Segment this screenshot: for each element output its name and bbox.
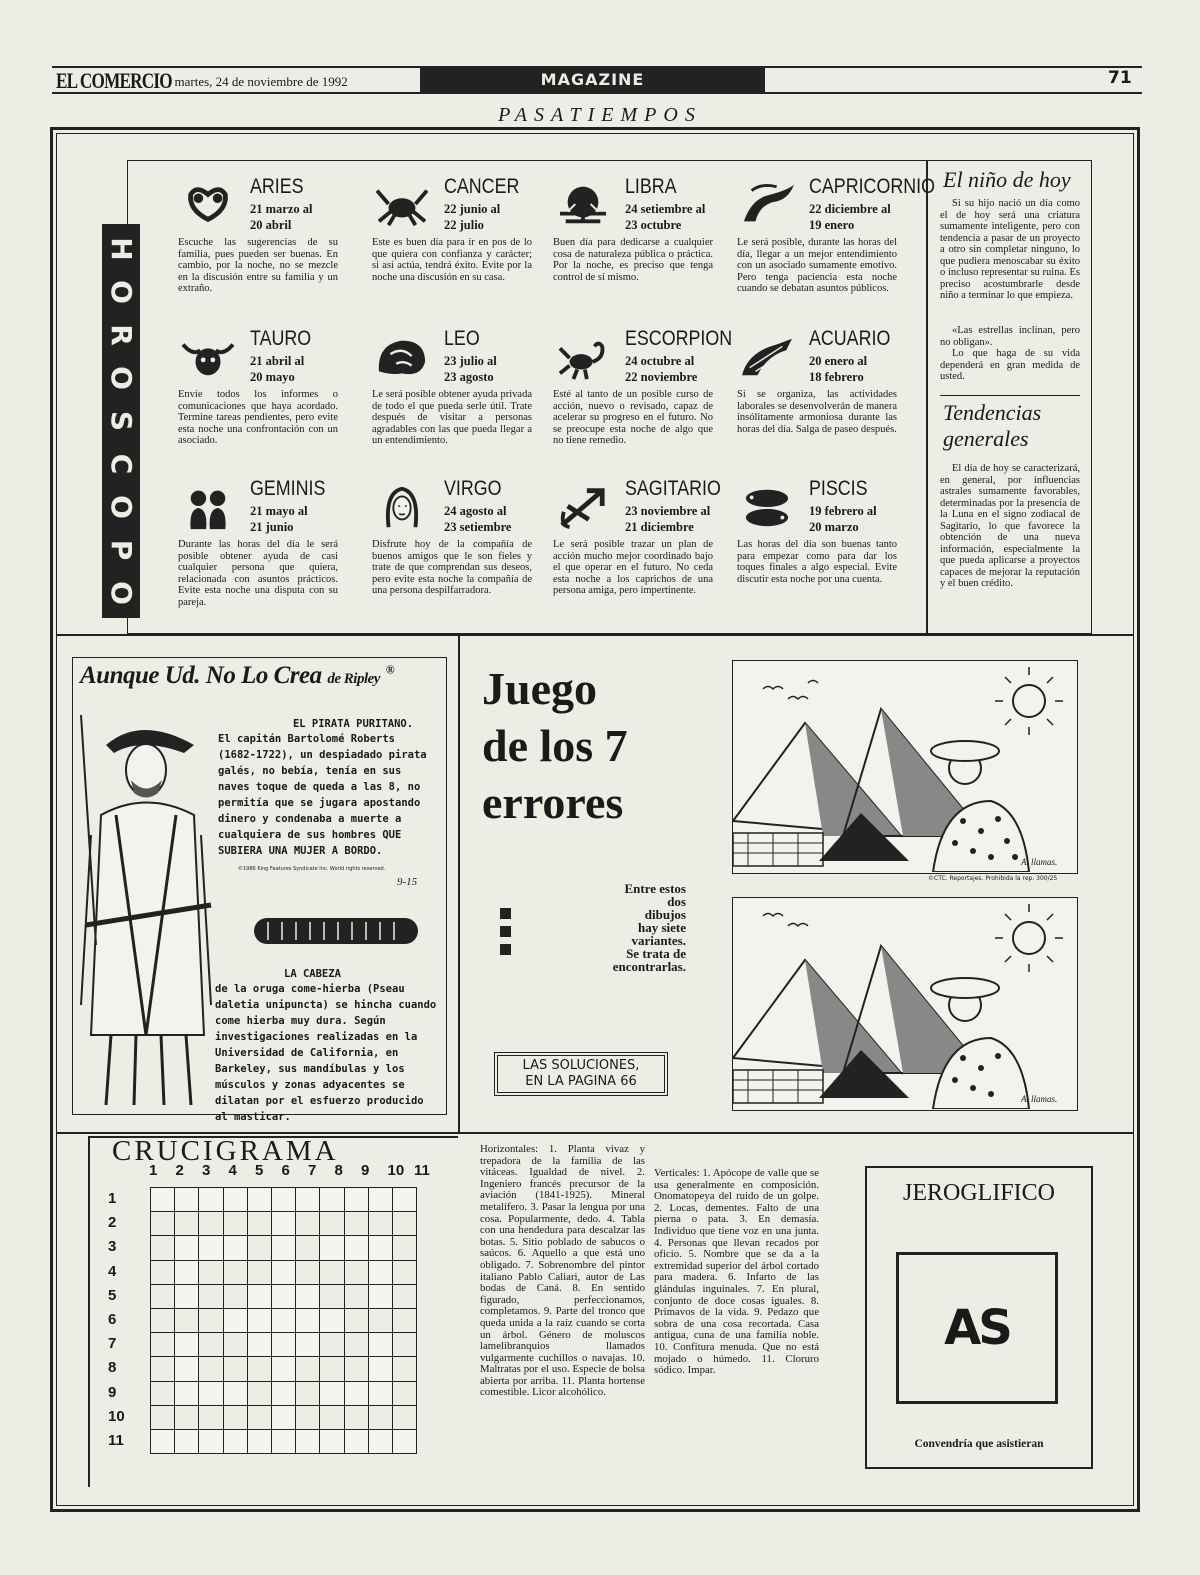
sign-name: VIRGO bbox=[444, 477, 502, 500]
sign-dates: 21 mayo al 21 junio bbox=[250, 504, 308, 534]
sagittarius-icon bbox=[553, 483, 613, 531]
sign-name: TAURO bbox=[250, 327, 312, 350]
crossword-row-number: 10 bbox=[108, 1407, 125, 1425]
horoscope-letter: S bbox=[102, 396, 140, 446]
scorpio-icon bbox=[553, 333, 613, 381]
sign-dates: 23 julio al 23 agosto bbox=[444, 354, 497, 384]
crossword-col-number: 11 bbox=[414, 1162, 430, 1179]
crossword-horizontal-clues: Horizontales: 1. Planta vivaz y trepadora de la familia de las vitáceas. Igualdad de nivel. 2. Ingeniero francés precursor de la aviación (1841-1925). Mineral metalífero. 3. Pasar la lengua por una cosa. Popularmente, dedo. 4. Tabla con una hendedura para descalzar las botas. 5. Sitio poblado de sabucos o saúcos. 6. Aquello a que está uno obligado. 7. Sobrenombre del pintor italiano Pablo Caliari, autor de Las bodas de Caná. 8. En sentido figurado, perfeccionamos, completamos. 9. Parte del tronco que queda unida a la raíz cuando se corta un árbol. Género de moluscos lamelibranquios llamados vulgarmente cuchillos o navajas. 10. Maltratas por el uso. Especie de bolsa abierta por arriba. 11. Planta hortense comestible. Licor alcohólico. bbox=[480, 1143, 645, 1399]
crossword-black-cell bbox=[392, 1356, 417, 1381]
crossword-black-cell bbox=[223, 1284, 248, 1309]
crossword-black-cell bbox=[150, 1235, 175, 1260]
horoscope-letter: P bbox=[102, 525, 140, 575]
crossword-black-cell bbox=[223, 1211, 248, 1236]
crossword-cell[interactable] bbox=[295, 1429, 320, 1454]
page-title: PASATIEMPOS bbox=[498, 104, 702, 126]
crossword-black-cell bbox=[174, 1405, 199, 1430]
section-label: MAGAZINE bbox=[420, 68, 765, 92]
sign-name: PISCIS bbox=[809, 477, 868, 500]
crossword-column-numbers bbox=[149, 1162, 459, 1182]
horoscope-letter: C bbox=[102, 439, 140, 489]
crossword-black-cell bbox=[392, 1332, 417, 1357]
aries-icon bbox=[178, 181, 238, 229]
crossword-cell[interactable] bbox=[271, 1260, 296, 1285]
crossword-row-number: 11 bbox=[108, 1432, 124, 1449]
crossword-black-cell bbox=[198, 1332, 223, 1357]
crossword-black-cell bbox=[344, 1308, 369, 1333]
crossword-row-number: 6 bbox=[108, 1311, 117, 1328]
crossword-col-number: 9 bbox=[361, 1162, 370, 1179]
tendencias-title: Tendencias generales bbox=[943, 400, 1042, 451]
capricorn-icon bbox=[737, 181, 797, 229]
bullet-square bbox=[500, 908, 511, 919]
horoscope-letter: O bbox=[102, 568, 140, 618]
crossword-cell[interactable] bbox=[174, 1284, 199, 1309]
solutions-text: LAS SOLUCIONES, EN LA PAGINA 66 bbox=[497, 1055, 665, 1093]
crossword-cell[interactable] bbox=[271, 1235, 296, 1260]
crossword-cell[interactable] bbox=[247, 1429, 272, 1454]
crossword-black-cell bbox=[368, 1211, 393, 1236]
crossword-cell[interactable] bbox=[198, 1187, 223, 1212]
crossword-black-cell bbox=[150, 1332, 175, 1357]
crossword-vertical-clues: Verticales: 1. Apócope de valle que se usa generalmente en composición. Onomatopeya del ruido de un golpe. 2. Locas, dementes. Falto de una pierna o pata. 3. En demasía. Individuo que tiene voz en una junta. 4. Personas que llevan recados por oficio. 5. Nombre que se da a la extremidad superior del árbol cortado para madera. 6. Infarto de las glándulas inguinales. 7. En plural, conjunto de doce cosas iguales. 8. Primavos de la vida. 9. Pedazo que sobra de una cosa recortada. Casa antigua, cuna de una familia noble. 10. Confitura menuda. Que no está mojado o húmedo. 11. Cloruro sódico. Impar. bbox=[654, 1167, 819, 1377]
jeroglifico-content: AS bbox=[944, 1300, 1010, 1356]
crossword-cell[interactable] bbox=[271, 1211, 296, 1236]
crossword-black-cell bbox=[344, 1405, 369, 1430]
nino-text: Si su hijo nació un día como el de hoy será una criatura sumamente inteligente, pero con tendencia a pasar de un proyecto a otro sin completar ninguno, lo que pudiera menoscabar su éxito o incluso representar su ruina. Es preciso acostumbrarle desde niño a terminar lo que empieza. bbox=[940, 198, 1080, 301]
crossword-cell[interactable] bbox=[295, 1187, 320, 1212]
crossword-black-cell bbox=[247, 1235, 272, 1260]
crossword-cell[interactable] bbox=[223, 1381, 248, 1406]
crossword-cell[interactable] bbox=[271, 1356, 296, 1381]
crossword-row-number: 7 bbox=[108, 1335, 117, 1353]
crossword-black-cell bbox=[247, 1356, 272, 1381]
crossword-black-cell bbox=[247, 1405, 272, 1430]
crossword-col-number: 2 bbox=[175, 1162, 184, 1179]
crossword-black-cell bbox=[392, 1260, 417, 1285]
crossword-black-cell bbox=[295, 1356, 320, 1381]
sign-forecast: Esté al tanto de un posible curso de acción, nuevo o revisado, capaz de acelerar su progreso en el futuro. No se preocupe esta noche de algo que no tiene remedio. bbox=[553, 389, 713, 446]
crossword-black-cell bbox=[198, 1308, 223, 1333]
crossword-black-cell bbox=[344, 1284, 369, 1309]
bullet-square bbox=[500, 926, 511, 937]
sign-dates: 24 agosto al 23 setiembre bbox=[444, 504, 512, 534]
sign-dates: 19 febrero al 20 marzo bbox=[809, 504, 877, 534]
ripley-registered: ® bbox=[385, 662, 395, 677]
crossword-black-cell bbox=[344, 1332, 369, 1357]
horoscope-letter: O bbox=[102, 353, 140, 403]
jeroglifico-title: JEROGLIFICO bbox=[902, 1180, 1055, 1206]
drawing-2 bbox=[732, 897, 1078, 1111]
crossword-black-cell bbox=[198, 1260, 223, 1285]
crossword-black-cell bbox=[150, 1308, 175, 1333]
crossword-black-cell bbox=[295, 1211, 320, 1236]
crossword-title: CRUCIGRAMA bbox=[112, 1135, 339, 1167]
pisces-icon bbox=[737, 483, 797, 531]
crossword-cell[interactable] bbox=[344, 1187, 369, 1212]
bullet-square bbox=[500, 944, 511, 955]
crossword-cell[interactable] bbox=[368, 1187, 393, 1212]
crossword-black-cell bbox=[198, 1211, 223, 1236]
horoscope-letter: H bbox=[102, 224, 140, 274]
sign-name: LEO bbox=[444, 327, 480, 350]
crossword-cell[interactable] bbox=[174, 1429, 199, 1454]
crossword-cell[interactable] bbox=[271, 1308, 296, 1333]
crossword-cell[interactable] bbox=[295, 1284, 320, 1309]
crossword-black-cell bbox=[392, 1381, 417, 1406]
section-divider bbox=[56, 1132, 1134, 1134]
horoscope-letter: O bbox=[102, 267, 140, 317]
crossword-cell[interactable] bbox=[247, 1284, 272, 1309]
crossword-cell[interactable] bbox=[223, 1308, 248, 1333]
crossword-cell[interactable] bbox=[174, 1356, 199, 1381]
crossword-cell[interactable] bbox=[295, 1332, 320, 1357]
crossword-cell[interactable] bbox=[271, 1332, 296, 1357]
drawing-1 bbox=[732, 660, 1078, 874]
crossword-cell[interactable] bbox=[174, 1381, 199, 1406]
sign-forecast: Disfrute hoy de la compañía de buenos amigos que le son fieles y trate de que comprendan sus deseos, pero evite esta noche la compañía de una persona despilfarradora. bbox=[372, 539, 532, 596]
sign-dates: 22 junio al 22 julio bbox=[444, 202, 501, 232]
crossword-black-cell bbox=[392, 1284, 417, 1309]
sign-forecast: Durante las horas del día le será posible obtener ayuda de casi cualquier persona que quiera, relacionada con asuntos prácticos. Evite esta noche una disputa con su pareja. bbox=[178, 539, 338, 608]
cancer-icon bbox=[372, 181, 432, 229]
crossword-col-number: 10 bbox=[387, 1162, 405, 1179]
crossword-black-cell bbox=[150, 1260, 175, 1285]
sign-name: LIBRA bbox=[625, 175, 677, 198]
page-number: 71 bbox=[1108, 68, 1132, 88]
crossword-black-cell bbox=[223, 1356, 248, 1381]
jeroglifico-puzzle-box bbox=[896, 1252, 1058, 1404]
juego-caption: Entre estos dos dibujos hay siete variantes. Se trata de encontrarlas. bbox=[612, 881, 686, 974]
solutions-box bbox=[494, 1052, 668, 1096]
horoscope-letter: R bbox=[102, 310, 140, 360]
sign-name: SAGITARIO bbox=[625, 477, 721, 500]
crossword-cell[interactable] bbox=[368, 1235, 393, 1260]
crossword-black-cell bbox=[368, 1308, 393, 1333]
masthead: EL COMERCIO bbox=[56, 68, 172, 93]
crossword-black-cell bbox=[295, 1235, 320, 1260]
sign-forecast: Escuche las sugerencias de su familia, pues pueden ser buenas. En cambio, por la noche, no se mezcle en la discusión entre su familia y un extraño. bbox=[178, 237, 338, 294]
crossword-cell[interactable] bbox=[368, 1332, 393, 1357]
sign-dates: 24 octubre al 22 noviembre bbox=[625, 354, 698, 384]
sign-dates: 20 enero al 18 febrero bbox=[809, 354, 868, 384]
crossword-black-cell bbox=[392, 1211, 417, 1236]
crossword-black-cell bbox=[319, 1284, 344, 1309]
crossword-row-number: 5 bbox=[108, 1286, 117, 1304]
crossword-black-cell bbox=[174, 1308, 199, 1333]
crossword-row-number: 9 bbox=[108, 1383, 117, 1401]
crossword-col-number: 8 bbox=[334, 1162, 343, 1179]
sign-name: CANCER bbox=[444, 175, 520, 198]
crossword-cell[interactable] bbox=[198, 1429, 223, 1454]
crossword-cell[interactable] bbox=[295, 1308, 320, 1333]
ripley-item1-text: El capitán Bartolomé Roberts (1682-1722), un despiadado pirata galés, no bebía, tenía en sus naves toque de queda a las 8, no permitía que se jugara apostando dinero y condenaba a muerte a cualquiera de sus hombres QUE SUBIERA UNA MUJER A BORDO. bbox=[218, 733, 427, 857]
crossword-col-number: 5 bbox=[255, 1162, 264, 1179]
crossword-cell[interactable] bbox=[271, 1187, 296, 1212]
crossword-black-cell bbox=[247, 1211, 272, 1236]
sign-name: ACUARIO bbox=[809, 327, 891, 350]
ripley-brand: de Ripley bbox=[327, 671, 380, 687]
sign-name: CAPRICORNIO bbox=[809, 175, 935, 198]
sign-forecast: Envíe todos los informes o comunicaciones que haya acordado. Termine tareas pendientes, pero evite esta noche una confrontación con un asociado. bbox=[178, 389, 338, 446]
crossword-cell[interactable] bbox=[368, 1381, 393, 1406]
crossword-cell[interactable] bbox=[344, 1235, 369, 1260]
nino-divider bbox=[940, 395, 1080, 396]
crossword-black-cell bbox=[247, 1381, 272, 1406]
crossword-cell[interactable] bbox=[392, 1429, 417, 1454]
sign-forecast: Este es buen día para ir en pos de lo que quiera con confianza y carácter; si así actúa, tendrá éxito. Evite por la noche una discusión en su casa. bbox=[372, 237, 532, 283]
aquarius-icon bbox=[737, 333, 797, 381]
crossword-col-number: 3 bbox=[202, 1162, 211, 1179]
crossword-black-cell bbox=[319, 1332, 344, 1357]
sign-forecast: Le será posible obtener ayuda privada de todo el que pueda serle útil. Trate después de visitar a personas agradables con las que pueda llegar a un entendimiento. bbox=[372, 389, 532, 446]
crossword-row-number: 1 bbox=[108, 1190, 117, 1207]
crossword-cell[interactable] bbox=[368, 1429, 393, 1454]
virgo-icon bbox=[372, 483, 432, 531]
crossword-cell[interactable] bbox=[198, 1235, 223, 1260]
sign-name: ARIES bbox=[250, 175, 304, 198]
crossword-black-cell bbox=[150, 1211, 175, 1236]
pyramids-scene-2 bbox=[733, 898, 1076, 1109]
crossword-cell[interactable] bbox=[174, 1235, 199, 1260]
juego-title bbox=[482, 660, 628, 831]
crossword-black-cell bbox=[174, 1211, 199, 1236]
sign-dates: 21 abril al 20 mayo bbox=[250, 354, 305, 384]
crossword-black-cell bbox=[198, 1284, 223, 1309]
crossword-cell[interactable] bbox=[247, 1308, 272, 1333]
crossword-black-cell bbox=[319, 1260, 344, 1285]
sign-dates: 21 marzo al 20 abril bbox=[250, 202, 313, 232]
crossword-black-cell bbox=[295, 1260, 320, 1285]
crossword-cell[interactable] bbox=[319, 1235, 344, 1260]
crossword-black-cell bbox=[198, 1405, 223, 1430]
crossword-left-rule bbox=[88, 1136, 90, 1487]
crossword-cell[interactable] bbox=[271, 1405, 296, 1430]
crossword-cell[interactable] bbox=[198, 1381, 223, 1406]
crossword-cell[interactable] bbox=[150, 1187, 175, 1212]
ripley-copyright: ©1986 King Features Syndicate Inc. World rights reserved. bbox=[238, 866, 386, 872]
horoscope-vertical-title bbox=[96, 230, 156, 617]
crossword-cell[interactable] bbox=[174, 1332, 199, 1357]
crossword-cell[interactable] bbox=[271, 1381, 296, 1406]
nino-closing: Lo que haga de su vida dependerá en gran medida de usted. bbox=[940, 348, 1080, 382]
crossword-cell[interactable] bbox=[368, 1356, 393, 1381]
crossword-black-cell bbox=[150, 1405, 175, 1430]
crossword-cell[interactable] bbox=[344, 1381, 369, 1406]
crossword-row-number: 2 bbox=[108, 1214, 117, 1232]
crossword-black-cell bbox=[223, 1260, 248, 1285]
crossword-black-cell bbox=[319, 1356, 344, 1381]
sign-dates: 24 setiembre al 23 octubre bbox=[625, 202, 706, 232]
crossword-cell[interactable] bbox=[150, 1429, 175, 1454]
crossword-col-number: 7 bbox=[308, 1162, 317, 1179]
crossword-row-number: 4 bbox=[108, 1262, 117, 1280]
crossword-black-cell bbox=[150, 1284, 175, 1309]
crossword-black-cell bbox=[392, 1405, 417, 1430]
crossword-black-cell bbox=[344, 1260, 369, 1285]
crossword-col-number: 1 bbox=[149, 1162, 158, 1179]
crossword-black-cell bbox=[319, 1405, 344, 1430]
crossword-col-number: 6 bbox=[281, 1162, 290, 1179]
crossword-cell[interactable] bbox=[174, 1260, 199, 1285]
crossword-cell[interactable] bbox=[368, 1260, 393, 1285]
drawing-signature: A. llamas. bbox=[1021, 857, 1058, 867]
sign-dates: 22 diciembre al 19 enero bbox=[809, 202, 891, 232]
crossword-cell[interactable] bbox=[368, 1284, 393, 1309]
crossword-black-cell bbox=[392, 1308, 417, 1333]
sign-forecast: Le será posible, durante las horas del día, llegar a un mejor entendimiento con un asociado sumamente emotivo. Pero tenga paciencia esta noche cuando se debatan asuntos públicos. bbox=[737, 237, 897, 294]
ripley-item1-title: EL PIRATA PURITANO. bbox=[292, 718, 414, 730]
crossword-col-number: 4 bbox=[228, 1162, 237, 1179]
sign-forecast: Las horas del día son buenas tanto para empezar como para dar los toques finales a algo especial. Evite discutir esta noche por una cuenta. bbox=[737, 539, 897, 585]
tendencias-text: El día de hoy se caracterizará, en general, por influencias astrales sumamente favorables, determinadas por la presencia de la Luna en el signo zodiacal de Sagitario, lo que favorece la obtención de una nueva información, especialmente la que pueda aplicarse a proyectos capaces de mejorar la reputación y el buen crédito. bbox=[940, 463, 1080, 589]
crossword-black-cell bbox=[223, 1332, 248, 1357]
pirate-illustration bbox=[76, 705, 216, 1110]
taurus-icon bbox=[178, 333, 238, 381]
crossword-black-cell bbox=[247, 1260, 272, 1285]
crossword-cell[interactable] bbox=[271, 1284, 296, 1309]
crossword-black-cell bbox=[150, 1356, 175, 1381]
crossword-cell[interactable] bbox=[344, 1429, 369, 1454]
crossword-cell[interactable] bbox=[247, 1187, 272, 1212]
gemini-icon bbox=[178, 483, 238, 531]
crossword-black-cell bbox=[392, 1235, 417, 1260]
juego-title-line: de los 7 bbox=[482, 720, 628, 771]
sign-name: ESCORPION bbox=[625, 327, 733, 350]
juego-title-line: Juego bbox=[482, 663, 597, 714]
crossword-black-cell bbox=[223, 1405, 248, 1430]
ripley-title bbox=[80, 662, 394, 690]
crossword-black-cell bbox=[368, 1405, 393, 1430]
crossword-black-cell bbox=[344, 1211, 369, 1236]
crossword-row-numbers bbox=[108, 1187, 138, 1451]
ripley-title-text: Aunque Ud. No Lo Crea bbox=[80, 662, 322, 689]
sign-forecast: Le será posible trazar un plan de acción mucho mejor coordinado bajo el que operar en el futuro. No ceda esta noche a los caprichos de una persona amiga, pero impertinente. bbox=[553, 539, 713, 596]
leo-icon bbox=[372, 333, 432, 381]
crossword-cell[interactable] bbox=[223, 1235, 248, 1260]
crossword-cell[interactable] bbox=[271, 1429, 296, 1454]
ripley-item2-title: LA CABEZA bbox=[284, 968, 341, 980]
crossword-black-cell bbox=[198, 1356, 223, 1381]
drawing-signature: A. llamas. bbox=[1021, 1094, 1058, 1104]
jeroglifico-caption: Convendría que asistieran bbox=[914, 1438, 1044, 1450]
crossword-cell[interactable] bbox=[319, 1308, 344, 1333]
sign-dates: 23 noviembre al 21 diciembre bbox=[625, 504, 711, 534]
crossword-cell[interactable] bbox=[174, 1187, 199, 1212]
sign-name: GEMINIS bbox=[250, 477, 326, 500]
section-divider bbox=[56, 634, 1134, 636]
crossword-cell[interactable] bbox=[319, 1187, 344, 1212]
crossword-cell[interactable] bbox=[247, 1332, 272, 1357]
ripley-item2-text: de la oruga come-hierba (Pseau daletia unipuncta) se hincha cuando come hierba muy dura. Según investigaciones realizadas en la Universidad de California, en Barkeley, sus mandíbulas y los músculos y zonas adyacentes se dilatan por el esfuerzo producido al masticar. bbox=[215, 983, 437, 1123]
ripley-date-mark: 9-15 bbox=[397, 876, 418, 888]
crossword-cell[interactable] bbox=[223, 1187, 248, 1212]
nino-title: El niño de hoy bbox=[943, 167, 1071, 192]
drawing-credit: ©CTC. Reportajes. Prohibida la rep. 300/25 bbox=[928, 875, 1058, 882]
juego-title-line: errores bbox=[482, 777, 624, 828]
libra-icon bbox=[553, 181, 613, 229]
caterpillar-illustration bbox=[250, 912, 422, 950]
sign-forecast: Buen día para dedicarse a cualquier cosa de naturaleza pública o práctica. Por la noche, es preciso que tenga control de sí mismo. bbox=[553, 237, 713, 283]
issue-date: , martes, 24 de noviembre de 1992 bbox=[168, 74, 348, 89]
crossword-black-cell bbox=[295, 1405, 320, 1430]
crossword-black-cell bbox=[319, 1211, 344, 1236]
crossword-row-number: 8 bbox=[108, 1359, 117, 1377]
crossword-row-number: 3 bbox=[108, 1238, 117, 1256]
column-divider bbox=[458, 634, 460, 1133]
pyramids-scene-1 bbox=[733, 661, 1076, 872]
crossword-cell[interactable] bbox=[223, 1429, 248, 1454]
crossword-cell[interactable] bbox=[392, 1187, 417, 1212]
crossword-black-cell bbox=[295, 1381, 320, 1406]
horoscope-letter: O bbox=[102, 482, 140, 532]
crossword-cell[interactable] bbox=[319, 1429, 344, 1454]
nino-quote: «Las estrellas inclinan, pero no obligan». bbox=[940, 325, 1080, 348]
crossword-black-cell bbox=[344, 1356, 369, 1381]
crossword-black-cell bbox=[150, 1381, 175, 1406]
crossword-cell[interactable] bbox=[319, 1381, 344, 1406]
sign-forecast: Si se organiza, las actividades laborales se desenvolverán de manera insólitamente armoniosa durante las horas del día. Salga de paseo después. bbox=[737, 389, 897, 435]
